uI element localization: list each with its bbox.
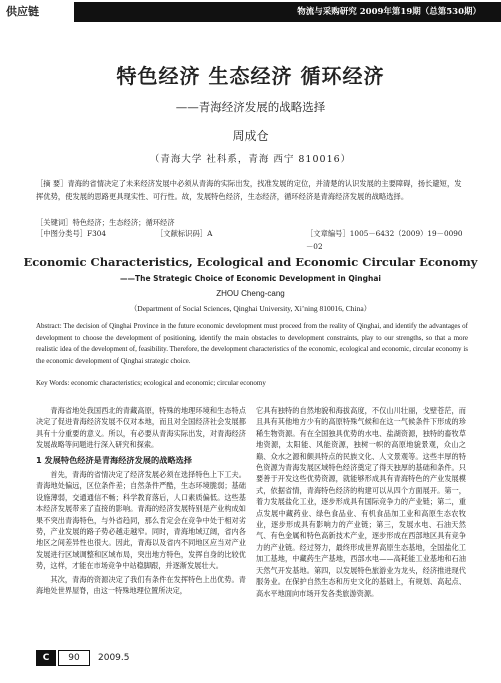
paragraph: 青海省地处我国西北的青藏高原，特殊的地理环境和生态特点决定了促进青海经济发展不仅对本地，而且对全国经济社会发展都具有十分重要的意义。所以，有必要从青海实际出发，对青海经济发展战略等问题进行深入研究和探索。 [36,406,246,450]
journal-logo-icon: C [36,650,56,666]
page-footer [36,650,176,666]
paragraph: 首先，青海的省情决定了经济发展必须在选择特色上下工夫。青海地处偏远，区位条件差；自然条件严酷，生态环境脆弱；基础设施薄弱，交通通信不畅；科学教育落后，人口素质偏低。这些基本经济发展带来了直接的影响。青海的经济发展特别是产业构成如果不突出青海特色，与外省趋同，那么肯定会在竞争中处于相对劣势，产业发展的路子势必越走越窄。同时，青海地域辽阔，省内各地区之间差异性也很大。因此，青海以及省内不同地区应当对产业发展进行区域调整和区域布局，突出地方特色，发挥自身的比较优势，这样，才能在市场竞争中站稳脚跟，并逐渐发展壮大。 [36,470,246,571]
clc-number: ［中图分类号］F304 [36,229,107,238]
author-cn: 周成仓 [232,129,269,143]
affiliation-en: （Department of Social Sciences, Qinghai University, Xi’ning 810016, China） [129,304,372,313]
paragraph: 其次，青海的资源决定了我们有条件在发挥特色上出优势。青海地处世界屋脊，由这一特殊地理位置所决定， [36,574,246,596]
issue-date: 2009.5 [98,653,130,663]
abstract-cn: ［摘 要］青海的省情决定了未来经济发展中必须从青海的实际出发，找准发展的定位，并清楚的认识发展的主要障碍，扬长避短，发挥优势，使发展的思路更具现实性、可行性。故，发展特色经济，生态经济，循环经济是青海经济发展的战略选择。 [36,179,462,201]
page-number: 90 [58,650,90,666]
paragraph: 它具有独特的自然地貌和海拔高度，不仅山川壮丽，戈壁苍茫，而且具有其他地方少有的高原特殊气候和在这一气候条件下形成的珍稀生物资源。有在全国独具优势的水电、盐湖资源，独特的畜牧草地资源，太阳能、风能资源，独树一帜的高原地貌景观，众山之巅、众水之源和颇具特点的民族文化、人文景观等。这些丰厚的特色资源为青海发展区域特色经济奠定了得天独厚的基础和条件。只要善于开发这些优势资源，就能够形成具有青海特色的产业发展模式，依据省情，青海特色经济的构建可以从四个方面展开。第一，着力发展盐化工业，逐步形成具有国际竞争力的产业链；第二，重点发展中藏药业、绿色食品业、有机食品加工业和高原生态农牧业，逐步形成具有影响力的产业链；第三，发展水电、石油天然气、有色金属和特色高新技术产业，逐步形成在西部地区具有竞争力的产业链。经过努力，最终形成世界高原生态基地，全国盐化工加工基地，中藏药生产基地，西部水电——高耗能工业基地和石油天然气开发基地。第四，以发展特色旅游业为龙头，经济推进现代服务业。在保护自然生态和历史文化的基础上，有规划、高起点、高水平地面向市场开发各类旅游资源。 [256,406,466,598]
section-label: 供应链 [0,2,76,22]
keywords-en: Key Words: economic characteristics; ecological and economic; circular economy [36,379,266,387]
affiliation-cn: （青海大学 社科系，青海 西宁 810016） [149,154,352,165]
article-title-cn: 特色经济 生态经济 循环经济 [116,64,385,88]
running-header [0,0,501,22]
article-title-en: Economic Characteristics, Ecological and Economic Circular Economy [23,255,478,269]
section-heading: 1 发展特色经济是青海经济发展的战略选择 [36,454,192,465]
article-number: ［文章编号］1005－6432（2009）19－0090－02 [306,229,463,251]
article-subtitle-en: ——The Strategic Choice of Economic Development in Qinghai [120,274,381,283]
article-subtitle-cn: ——青海经济发展的战略选择 [175,100,326,114]
author-en: ZHOU Cheng-cang [216,289,285,298]
document-code: ［文献标识码］A [156,229,213,238]
abstract-en: Abstract: The decision of Qinghai Province in the future economic development must proceed from the reality of Qinghai, and identify the advantages of development to choose the development of positioning, identify the main obstacles to development constraints, play to our strengths, so that a more realistic idea of the development of, feasibility. Therefore, the development characteristics of the economic, ecological and economic, circular economy is the economic development of Qinghai strategic choice. [36,322,468,365]
body-column-right [256,405,466,601]
keywords-cn: ［关键词］特色经济；生态经济；循环经济 [36,218,175,227]
body-column-left [36,405,246,599]
journal-info: 物流与采购研究 2009年第19期（总第530期） [74,2,501,22]
